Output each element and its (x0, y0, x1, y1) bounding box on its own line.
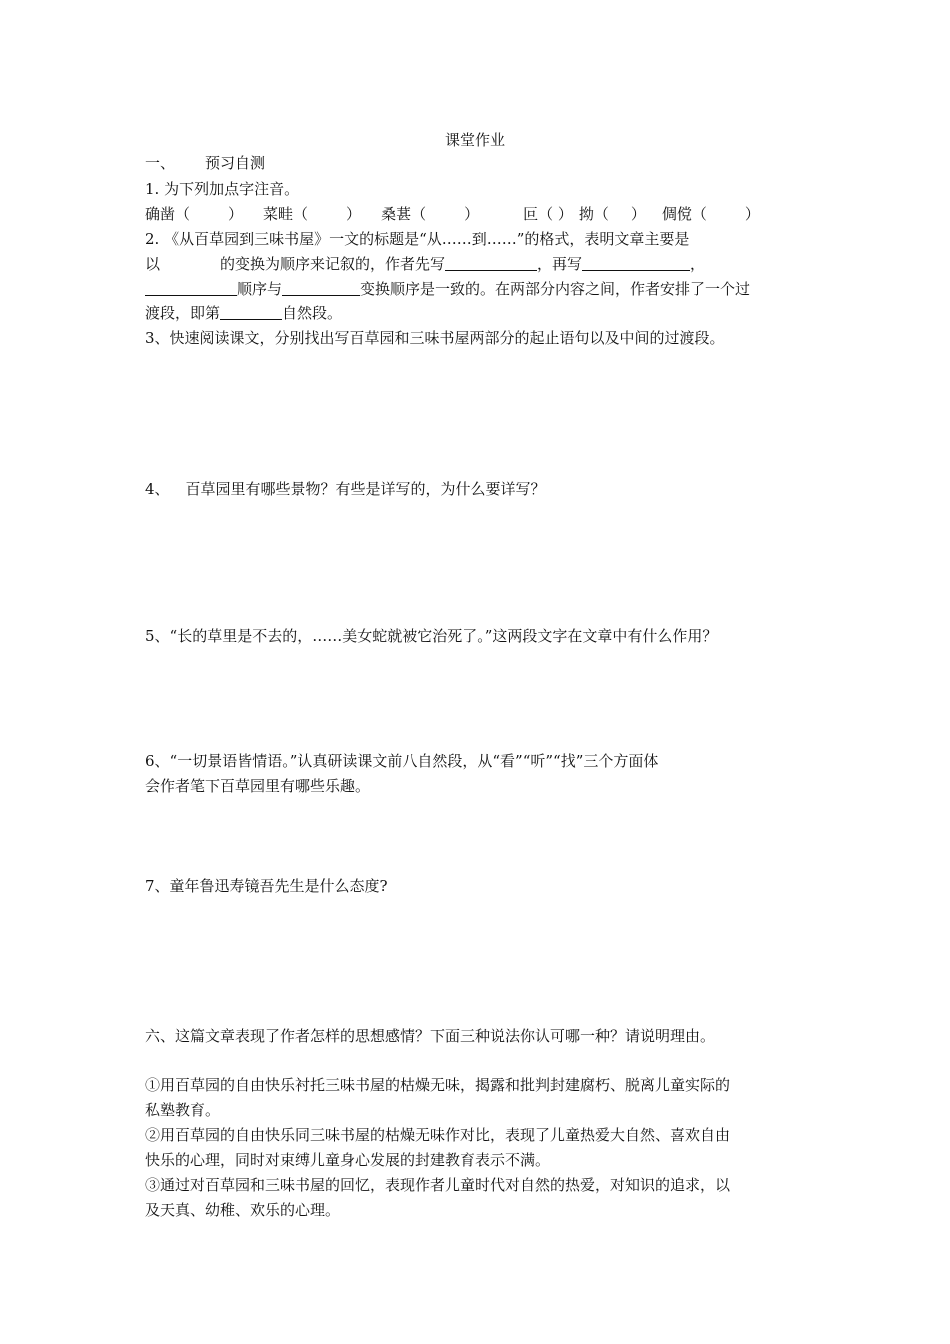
answer-blank[interactable] (220, 304, 282, 320)
word-1-open: 确凿（ (145, 205, 191, 223)
q2-text-d: ， (690, 255, 706, 273)
section-heading-1 (145, 153, 265, 173)
q2-text-e: 顺序与 (237, 280, 283, 298)
section-label: 预习自测 (205, 154, 266, 172)
pinyin-items (145, 204, 760, 224)
question-2-line-3 (145, 279, 750, 299)
q2-text-f: 变换顺序是一致的。在两部分内容之间，作者安排了一个过 (360, 280, 751, 298)
word-3-open: 桑葚（ (381, 205, 427, 223)
section-number: 一、 (145, 154, 176, 172)
question-2-line-1: 2. 《从百草园到三味书屋》一文的标题是“从……到……”的格式，表明文章主要是 (145, 230, 690, 248)
question-7: 7、童年鲁迅寿镜吾先生是什么态度? (145, 877, 388, 895)
word-6-close: ） (744, 205, 760, 223)
q2-text-h: 自然段。 (282, 304, 343, 322)
section-6-question: 六、这篇文章表现了作者怎样的思想感情？下面三种说法你认可哪一种？请说明理由。 (145, 1027, 716, 1045)
word-1-close: ） (228, 205, 244, 223)
option-1-line-2: 私塾教育。 (145, 1101, 221, 1119)
question-2-line-4 (145, 303, 342, 323)
question-4 (145, 479, 546, 499)
question-5: 5、“长的草里是不去的，……美女蛇就被它治死了。”这两段文字在文章中有什么作用？ (145, 627, 718, 645)
word-2-close: ） (346, 205, 362, 223)
q2-text-c: ，再写 (537, 255, 583, 273)
word-5-close: ） (630, 205, 646, 223)
option-3-line-2: 及天真、幼稚、欢乐的心理。 (145, 1201, 341, 1219)
page-title: 课堂作业 (444, 131, 505, 149)
option-1-line-1: ①用百草园的自由快乐衬托三味书屋的枯燥无味，揭露和批判封建腐朽、脱离儿童实际的 (145, 1076, 731, 1094)
option-3-line-1: ③通过对百草园和三味书屋的回忆，表现作者儿童时代对自然的热爱，对知识的追求，以 (145, 1176, 731, 1194)
answer-blank[interactable] (582, 255, 690, 271)
question-6-line-2: 会作者笔下百草园里有哪些乐趣。 (145, 777, 371, 795)
question-number: 4、 (145, 480, 170, 498)
question-1: 1. 为下列加点字注音。 (145, 180, 300, 198)
question-6-line-1: 6、“一切景语皆情语。”认真研读课文前八自然段，从“看”“听”“找”三个方面体 (145, 752, 659, 770)
word-6-open: 倜傥（ (661, 205, 707, 223)
option-2-line-1: ②用百草园的自由快乐同三味书屋的枯燥无味作对比，表现了儿童热爱大自然、喜欢自由 (145, 1126, 731, 1144)
word-3-close: ） (464, 205, 480, 223)
word-2-open: 菜畦（ (263, 205, 309, 223)
option-2-line-2: 快乐的心理，同时对束缚儿童身心发展的封建教育表示不满。 (145, 1151, 551, 1169)
q2-text-b: 的变换为顺序来记叙的，作者先写 (220, 255, 446, 273)
q2-text-g: 渡段，即第 (145, 304, 221, 322)
word-4: 叵（ ） (523, 205, 573, 223)
answer-blank[interactable] (282, 280, 360, 296)
question-text: 百草园里有哪些景物？有些是详写的，为什么要详写？ (185, 480, 546, 498)
answer-blank[interactable] (445, 255, 537, 271)
question-2-line-2 (145, 254, 705, 274)
answer-blank[interactable] (145, 280, 237, 296)
q2-text-a: 以 (145, 255, 161, 273)
question-3: 3、快速阅读课文，分别找出写百草园和三味书屋两部分的起止语句以及中间的过渡段。 (145, 329, 725, 347)
word-5-open: 拗（ (578, 205, 609, 223)
